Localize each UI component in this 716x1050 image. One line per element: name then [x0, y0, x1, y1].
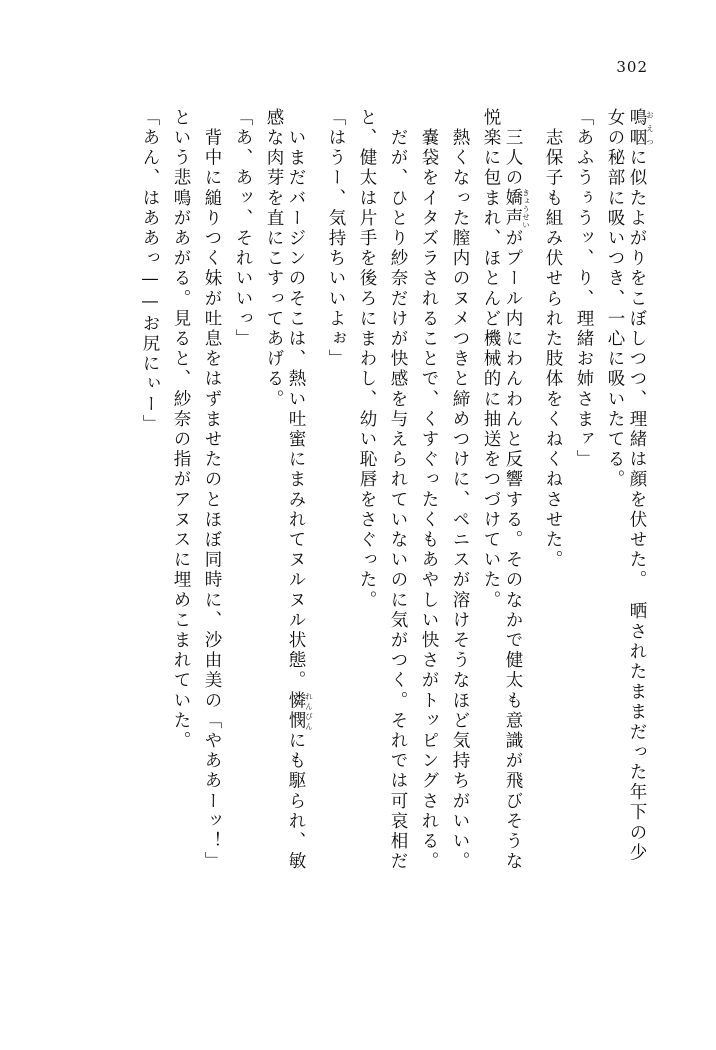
- text-line: 感な肉芽を直にこすってあげる。: [264, 108, 284, 410]
- text-line: 「あん、はああっ——お尻にぃー」: [140, 108, 160, 435]
- text-line: 三人の嬌声きょうせいがプール内にわんわんと反響する。そのなかで健太も意識が飛びそうな: [503, 108, 531, 872]
- text-line: 「あ、あッ、それいいっ」: [233, 108, 253, 350]
- text-line: だが、ひとり紗奈だけが快感を与えられていないのに気がつく。それでは可哀相だ: [388, 108, 408, 872]
- vertical-text-block: [62, 108, 654, 990]
- text-line: いまだバージンのそこは、熱い吐蜜にまみれてヌルヌル状態。憐憫れんびんにも駆られ、敏: [286, 108, 314, 872]
- text-line: 悦楽に包まれ、ほとんど機械的に抽送をつづけていた。: [481, 108, 501, 611]
- text-line: 「はうー、気持ちいいよぉ」: [326, 108, 346, 370]
- text-line: 女の秘部に吸いつき、一心に吸いたてる。: [605, 108, 625, 490]
- text-line: 「あふうぅうッ、り、理緒お姉さまァ」: [574, 108, 594, 470]
- text-line: 鳴咽おえつに似たよがりをこぼしつつ、理緒は顔を伏せた。 晒されたままだった年下の少: [627, 108, 655, 864]
- text-line: 熱くなった膣内のヌメつきと締めつけに、ペニスが溶けそうなほど気持ちがいい。: [450, 108, 470, 872]
- page-number: 302: [616, 58, 648, 76]
- text-line: と、健太は片手を後ろにまわし、幼い恥唇をさぐった。: [357, 108, 377, 611]
- text-line: 志保子も組み伏せられた肢体をくねくねさせた。: [543, 108, 563, 571]
- text-line: 背中に縋りつく妹が吐息をはずませたのとほぼ同時に、沙由美の「やああーッ！」: [202, 108, 222, 872]
- text-line: 嚢袋をイタズラされることで、くすぐったくもあやしい快さがトッピングされる。: [419, 108, 439, 872]
- text-line: という悲鳴があがる。見ると、紗奈の指がアヌスに埋めこまれていた。: [171, 108, 191, 752]
